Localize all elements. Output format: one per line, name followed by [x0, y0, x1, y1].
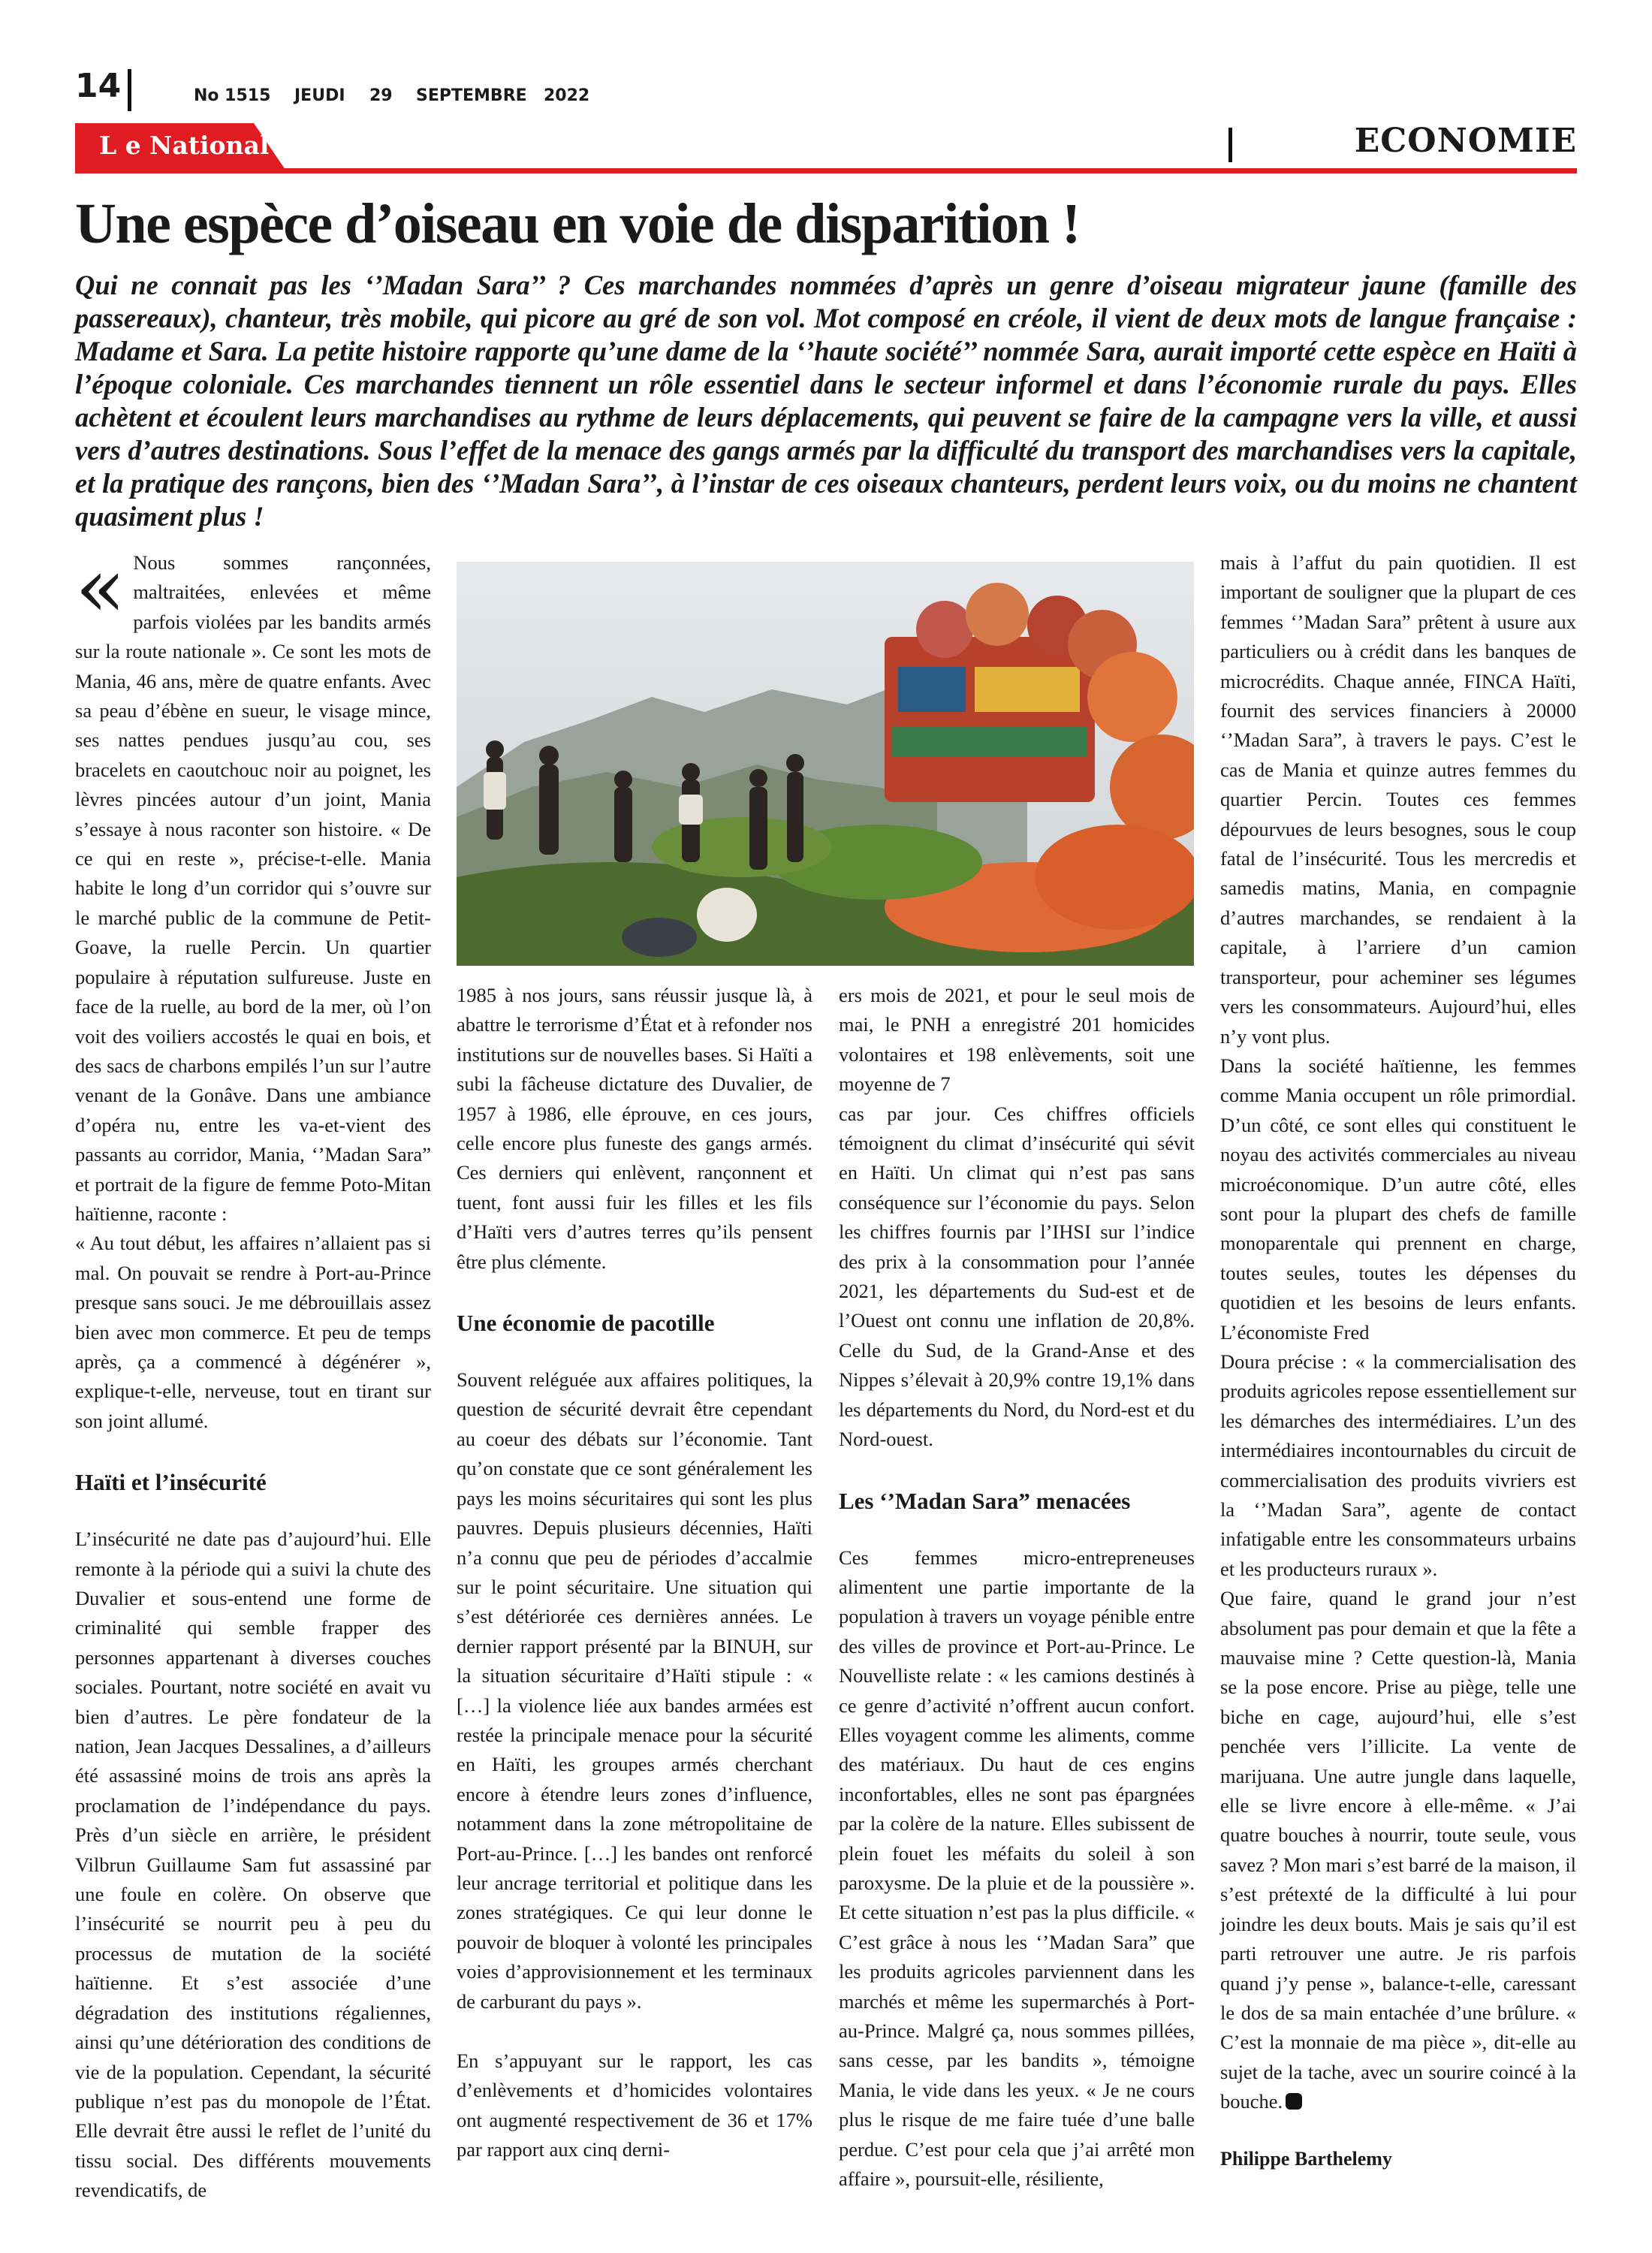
page-number-divider	[128, 69, 131, 111]
paragraph: « Au tout début, les affaires n’allaient pas si mal. On pouvait se rendre à Port-au-Prince presque sans souci. Je me débrouillais assez bien avec mon commerce. Et peu de temps après, ça a commencé à dégénérer », explique-t-elle, nerveuse, tout en tirant sur son joint allumé.	[75, 1232, 431, 1432]
issue-number: No 1515	[194, 86, 271, 105]
paragraph: Ces femmes micro-entrepreneuses alimentent une partie importante de la population à travers un voyage pénible entre des villes de province et Port-au-Prince. Le Nouvelliste relate : « les camions destinés à ce genre d’activité n’offrent aucun confort. Elles voyagent comme les aliments, comme des matériaux. Du haut de ces engins inconfortables, elles ne sont pas épargnées par la colère de la nature. Elles subissent de plein fouet les méfaits du soleil à son paroxysme. De la pluie et de la poussière ». Et cette situation n’est pas la plus difficile. « C’est grâce à nous les ‘’Madan Sara” que les produits agricoles parviennent dans les marchés et même les supermarchés à Port-au-Prince. Malgré ça, nous sommes pillées, sans cesse, par les bandits », témoigne Mania, le vide dans les yeux. « Je ne cours plus le risque de me faire tuée d’une balle perdue. C’est pour cela que j’ai arrêté mon affaire », poursuit-elle, résiliente,	[839, 1546, 1195, 2191]
section-name: ECONOMIE	[1354, 122, 1577, 160]
subheading-economie: Une économie de pacotille	[457, 1310, 715, 1337]
article-column-4	[1220, 548, 1576, 2173]
end-of-article-icon	[1286, 2093, 1302, 2110]
paragraph: cas par jour. Ces chiffres officiels témoignent du climat d’insécurité qui sévit en Haïti. Un climat qui n’est pas sans conséquence sur l’économie du pays. Selon les chiffres fournis par l’IHSI sur l’indice des prix à la consommation pour l’année 2021, les départements du Sud-est et de l’Ouest ont connu une inflation de 20,8%. Celle du Sud, de la Grand-Anse et des Nippes s’élevait à 20,9% contre 19,1% dans les départements du Nord, du Nord-est et du Nord-ouest.	[839, 1102, 1195, 1451]
subheading-madan-sara: Les ‘’Madan Sara” menacées	[839, 1487, 1131, 1514]
author-signature: Philippe Barthelemy	[1220, 2147, 1392, 2170]
article-column-3	[839, 981, 1195, 2194]
paragraph: L’insécurité ne date pas d’aujourd’hui. Elle remonte à la période qui a suivi la chute des Duvalier et sous-entend une forme de criminalité qui semble frapper des personnes appartenant à diverses couches sociales. Pourtant, notre société en avait vu bien d’autres. Le père fondateur de la nation, Jean Jacques Dessalines, a d’ailleurs été assassiné moins de trois ans après la proclamation de l’indépendance du pays. Près d’un siècle en arrière, le président Vilbrun Guillaume Sam fut assassiné par une foule en colère. On observe que l’insécurité se nourrit peu à peu du processus de mutation de la société haïtienne. Et s’est associée d’une dégradation des institutions régaliennes, ainsi qu’une détérioration des conditions de vie de la population. Cependant, la sécurité publique n’est pas du monopole de l’État. Elle devrait être aussi le reflet de l’unité du tissu social. Des différents mouvements revendicatifs, de	[75, 1528, 431, 2202]
opening-text: Nous sommes rançonnées, maltraitées, enlevées et même parfois violées par les bandits armés sur la route nationale ». Ce sont les mots de Mania, 46 ans, mère de quatre enfants. Avec sa peau d’ébène en sueur, le visage mince, ses nattes pendues jusqu’au cou, ses bracelets en caoutchouc noir au poignet, les lèvres pincées autour d’un joint, Mania s’essaye à nous raconter son histoire. « De ce qui en reste », précise-t-elle. Mania habite le long d’un corridor qui s’ouvre sur le marché public de la commune de Petit-Goave, la ruelle Percin. Un quartier populaire à réputation sulfureuse. Juste en face de la ruelle, au bord de la mer, où l’on voit des voiliers accostés le quai en bois, et des sacs de charbons empilés l’un sur l’autre venant de la Gonâve. Dans une ambiance d’opéra nu, entre les va-et-vient des passants au corridor, Mania, ‘’Madan Sara” et portrait de la figure de femme Poto-Mitan haïtienne, raconte :	[75, 551, 431, 1225]
article-headline: Une espèce d’oiseau en voie de disparition !	[75, 192, 1080, 255]
section-divider	[1228, 128, 1232, 162]
header-rule	[75, 168, 1577, 173]
paragraph: Doura précise : « la commercialisation des produits agricoles repose essentiellement sur les démarches des intermédiaires. L’un des intermédiaires incontournables du circuit de commercialisation des produits vivriers est la ‘’Madan Sara”, agente de contact infatigable entre les consommateurs urbains et les producteurs ruraux ».	[1220, 1350, 1576, 1580]
page-number: 14	[75, 67, 122, 105]
drop-quote: «	[75, 539, 126, 635]
issue-day: JEUDI	[294, 86, 345, 105]
paragraph: En s’appuyant sur le rapport, les cas d’enlèvements et d’homicides volontaires ont augmenté respectivement de 36 et 17% par rapport aux cinq derni-	[457, 2049, 812, 2161]
opening-paragraph	[75, 539, 431, 1229]
article-column-2	[457, 981, 812, 2165]
paragraph: ers mois de 2021, et pour le seul mois de mai, le PNH a enregistré 201 homicides volontaires et 198 enlèvements, soit une moyenne de 7	[839, 984, 1195, 1096]
issue-date: 29	[369, 86, 393, 105]
paragraph: Souvent reléguée aux affaires politiques, la question de sécurité devrait être cependant au coeur des débats sur l’économie. Tant qu’on constate que ce sont généralement les pays les moins sécuritaires qui sont les plus pauvres. Depuis plusieurs décennies, Haïti n’a connu que peu de périodes d’accalmie sur le point sécuritaire. Une situation qui s’est détériorée ces dernières années. Le dernier rapport présenté par la BINUH, sur la situation sécuritaire d’Haïti stipule : « […] la violence liée aux bandes armées est restée la principale menace pour la sécurité en Haïti, les groupes armés cherchant encore à étendre leurs zones d’influence, notamment dans la zone métropolitaine de Port-au-Prince. […] les bandes ont renforcé leur ancrage territorial et politique dans les zones stratégiques. Ce qui leur donne le pouvoir de bloquer à volonté les principales voies d’approvisionnement et les terminaux de carburant du pays ».	[457, 1368, 812, 2013]
subheading-insecurite: Haïti et l’insécurité	[75, 1469, 267, 1496]
paragraph: 1985 à nos jours, sans réussir jusque là, à abattre le terrorisme d’État et à refonder nos institutions sur de nouvelles bases. Si Haïti a subi la fâcheuse dictature des Duvalier, de 1957 à 1986, elle éprouve, en ces jours, celle encore plus funeste des gangs armés. Ces derniers qui enlèvent, rançonnent et tuent, font aussi fuir les filles et les fils d’Haïti vers d’autres terres qu’ils pensent être plus clémente.	[457, 984, 813, 1273]
article-column-1	[75, 539, 431, 2206]
paragraph: mais à l’affut du pain quotidien. Il est important de souligner que la plupart de ces femmes ‘’Madan Sara” prêtent à usure aux particuliers ou à crédit dans les banques de microcrédits. Chaque année, FINCA Haïti, fournit des services financiers à 20000 ‘’Madan Sara”, à travers le pays. C’est le cas de Mania et quinze autres femmes du quartier Percin. Toutes ces femmes dépourvues de leurs besognes, sous le coup fatal de l’insécurité. Tous les mercredis et samedis matins, Mania, en compagnie d’autres marchandes, se rendaient à la capitale, à l’arriere d’un camion transporteur, pour acheminer ses légumes vers les consommateurs. Aujourd’hui, elles n’y vont plus.	[1220, 551, 1576, 1048]
market-truck-photo	[457, 562, 1194, 966]
issue-month: SEPTEMBRE	[416, 86, 527, 105]
article-photo	[457, 562, 1194, 966]
brand-name: L e National	[99, 131, 270, 160]
paragraph: Dans la société haïtienne, les femmes comme Mania occupent un rôle primordial. D’un côté, ce sont elles qui constituent le noyau des activités commerciales au niveau microéconomique. D’un autre côté, elles sont pour la plupart des chefs de famille monoparentale qui prennent en charge, toutes seules, toutes les dépenses du quotidien et les besoins de leurs enfants. L’économiste Fred	[1220, 1054, 1576, 1344]
closing-paragraph	[1220, 1584, 1576, 2116]
article-lede: Qui ne connait pas les ‘’Madan Sara’’ ? Ces marchandes nommées d’après un genre d’oiseau migrateur jaune (famille des passereaux), chanteur, très mobile, qui picore au gré de son vol. Mot composé en créole, il vient de deux mots de langue française : Madame et Sara. La petite histoire rapporte qu’une dame de la ‘’haute société’’ nommée Sara, aurait importé cette espèce en Haïti à l’époque coloniale. Ces marchandes tiennent un rôle essentiel dans le secteur informel et dans l’économie rurale du pays. Elles achètent et écoulent leurs marchandises au rythme de leurs déplacements, qui peuvent se faire de la campagne vers la ville, et aussi vers d’autres destinations. Sous l’effet de la menace des gangs armés par la difficulté du transport des marchandises vers la capitale, et la pratique des rançons, bien des ‘’Madan Sara’’, à l’instar de ces oiseaux chanteurs, perdent leurs voix, ou du moins ne chantent quasiment plus !	[75, 270, 1577, 532]
issue-year: 2022	[544, 86, 590, 105]
closing-text: Que faire, quand le grand jour n’est absolument pas pour demain et que la fête a mauvaise mine ? Cette question-là, Mania se la pose encore. Prise au piège, telle une biche en cage, aujourd’hui, elle s’est penchée vers l’illicite. La vente de marijuana. Une autre jungle dans laquelle, elle se livre encore à elle-même. « J’ai quatre bouches à nourrir, toute seule, vous savez ? Mon mari s’est barré de la maison, il s’est prétexté de la difficulté à lui pour joindre les deux bouts. Mais je sais qu’il est parti retrouver une autre. Je ris parfois quand j’y pense », balance-t-elle, caressant le dos de sa main entachée d’une brûlure. « C’est la monnaie de ma pièce », dit-elle au sujet de la tache, avec un sourire coincé à la bouche.	[1220, 1587, 1576, 2113]
